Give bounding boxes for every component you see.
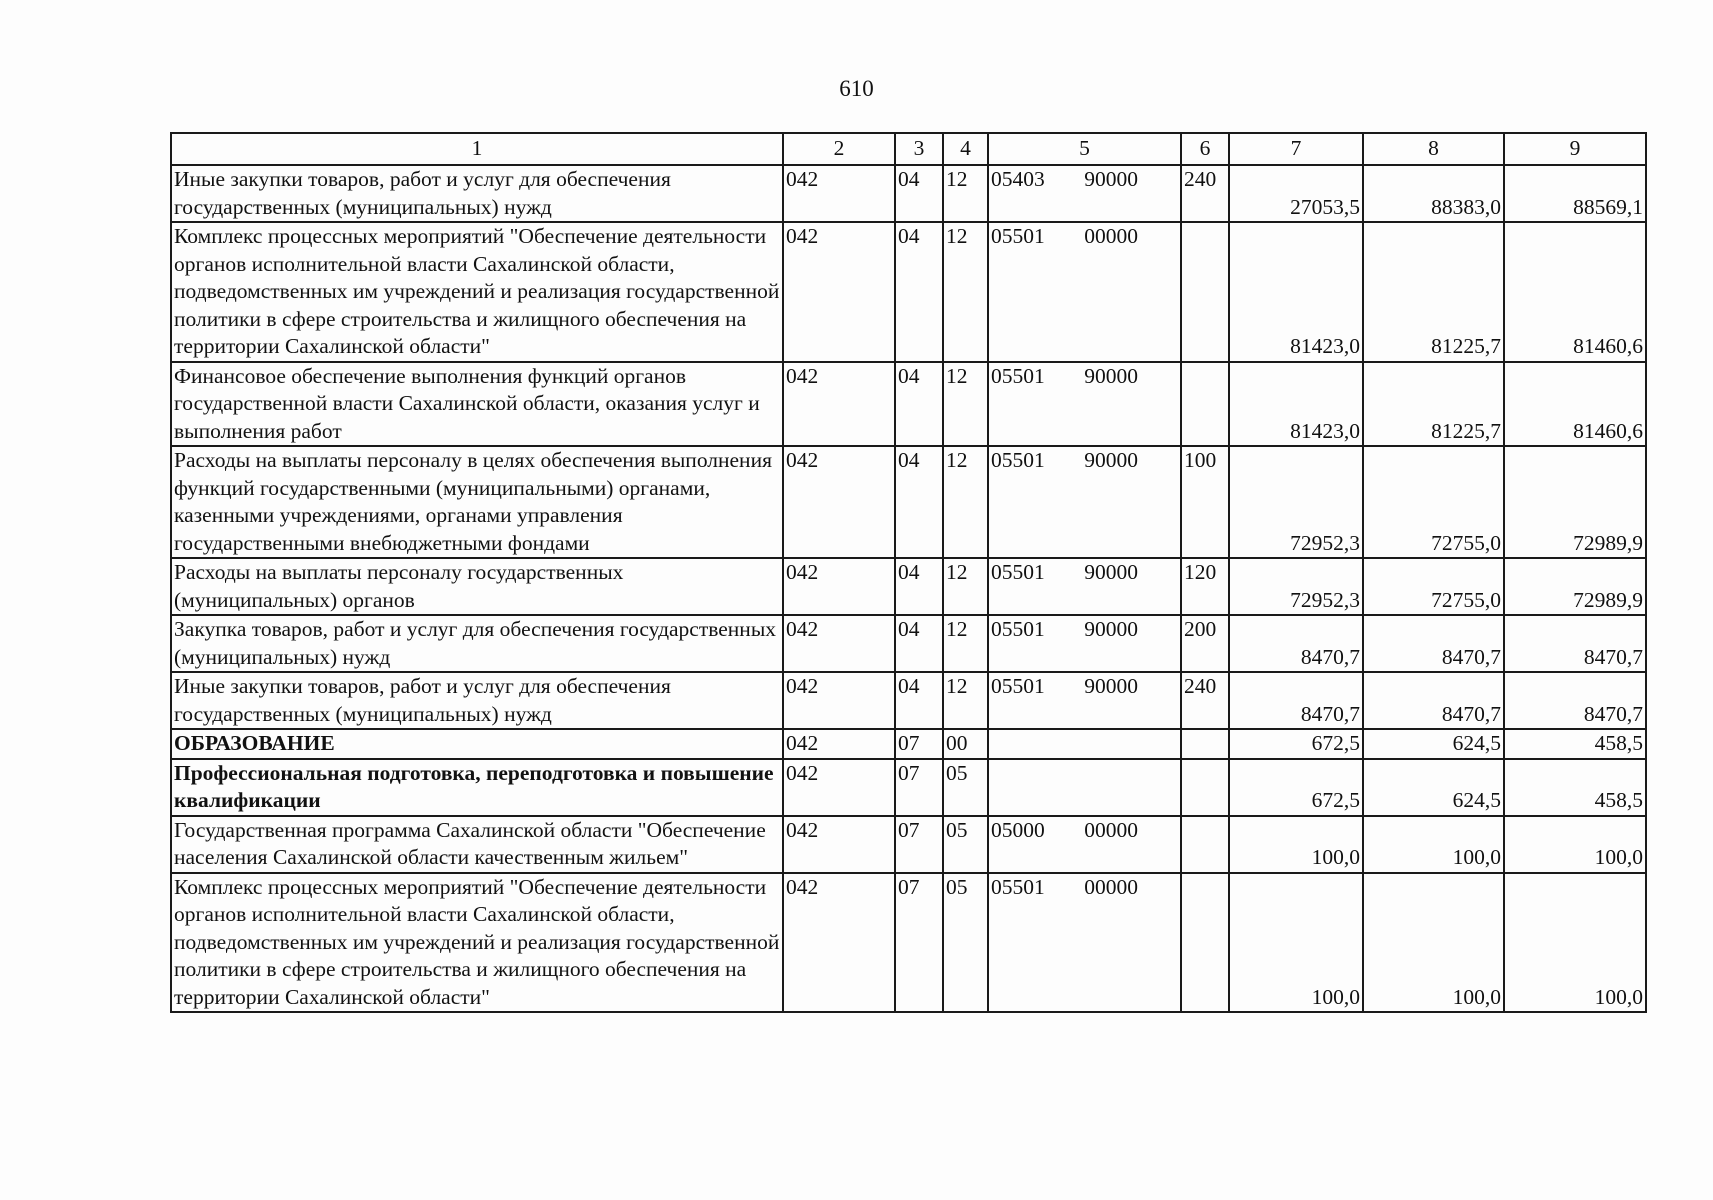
code-ministry: 042	[783, 729, 895, 759]
code-target-article	[988, 816, 1181, 873]
table-row	[171, 615, 1646, 672]
code-subsection: 05	[943, 873, 988, 1013]
amount-year-2: 100,0	[1363, 816, 1504, 873]
table-row	[171, 672, 1646, 729]
code-target-program: 05501	[991, 363, 1045, 388]
code-target-article	[988, 558, 1181, 615]
code-ministry: 042	[783, 558, 895, 615]
amount-year-3: 8470,7	[1504, 672, 1646, 729]
amount-year-2: 8470,7	[1363, 672, 1504, 729]
code-ministry: 042	[783, 165, 895, 222]
row-name: Расходы на выплаты персоналу в целях обеспечения выполнения функций государственными (муниципальными) органами, казенными учреждениями, органами управления государственными внебюджетными фондами	[171, 446, 783, 558]
amount-year-2: 88383,0	[1363, 165, 1504, 222]
code-expense-type	[1181, 362, 1229, 447]
code-target-article	[988, 729, 1181, 759]
table-row	[171, 729, 1646, 759]
code-target-program: 05501	[991, 617, 1045, 641]
code-section: 07	[895, 816, 943, 873]
code-ministry: 042	[783, 672, 895, 729]
code-subsection: 12	[943, 222, 988, 362]
code-ministry: 042	[783, 873, 895, 1013]
amount-year-3: 72989,9	[1504, 446, 1646, 558]
amount-year-1: 81423,0	[1229, 222, 1363, 362]
code-section: 04	[895, 362, 943, 447]
amount-year-1: 81423,0	[1229, 362, 1363, 447]
column-header-1: 1	[171, 133, 783, 165]
code-section: 04	[895, 615, 943, 672]
column-header-6: 6	[1181, 133, 1229, 165]
amount-year-1: 100,0	[1229, 816, 1363, 873]
amount-year-2: 72755,0	[1363, 558, 1504, 615]
code-ministry: 042	[783, 816, 895, 873]
amount-year-3: 81460,6	[1504, 362, 1646, 447]
code-target-article	[988, 446, 1181, 558]
code-target-program: 05501	[991, 674, 1045, 698]
table-row	[171, 816, 1646, 873]
table-body	[171, 165, 1646, 1012]
table-row	[171, 558, 1646, 615]
amount-year-3: 72989,9	[1504, 558, 1646, 615]
code-target-article	[988, 165, 1181, 222]
code-target-article	[988, 873, 1181, 1013]
amount-year-1: 72952,3	[1229, 446, 1363, 558]
code-ministry: 042	[783, 222, 895, 362]
row-name: Государственная программа Сахалинской области "Обеспечение населения Сахалинской области качественным жильем"	[171, 816, 783, 873]
code-expense-type	[1181, 816, 1229, 873]
amount-year-2: 81225,7	[1363, 362, 1504, 447]
amount-year-1: 100,0	[1229, 873, 1363, 1013]
amount-year-1: 72952,3	[1229, 558, 1363, 615]
code-subsection: 12	[943, 165, 988, 222]
table-row	[171, 222, 1646, 362]
code-subsection: 12	[943, 672, 988, 729]
table-row	[171, 759, 1646, 816]
code-section: 04	[895, 672, 943, 729]
code-target-program: 05501	[991, 874, 1045, 899]
code-expense-type	[1181, 759, 1229, 816]
column-header-9: 9	[1504, 133, 1646, 165]
amount-year-3: 81460,6	[1504, 222, 1646, 362]
code-subsection: 05	[943, 816, 988, 873]
amount-year-3: 458,5	[1504, 729, 1646, 759]
code-expense-type	[1181, 873, 1229, 1013]
code-target-article	[988, 759, 1181, 816]
code-expense-type: 240	[1181, 672, 1229, 729]
code-subsection: 00	[943, 729, 988, 759]
code-target-direction: 90000	[1084, 363, 1138, 388]
table-row	[171, 165, 1646, 222]
amount-year-2: 8470,7	[1363, 615, 1504, 672]
code-ministry: 042	[783, 759, 895, 816]
page-number: 610	[839, 76, 874, 101]
amount-year-3: 100,0	[1504, 873, 1646, 1013]
amount-year-1: 8470,7	[1229, 672, 1363, 729]
amount-year-2: 81225,7	[1363, 222, 1504, 362]
amount-year-1: 8470,7	[1229, 615, 1363, 672]
code-expense-type: 200	[1181, 615, 1229, 672]
column-header-3: 3	[895, 133, 943, 165]
code-section: 07	[895, 729, 943, 759]
code-target-program: 05501	[991, 224, 1045, 248]
code-subsection: 12	[943, 446, 988, 558]
column-header-5: 5	[988, 133, 1181, 165]
amount-year-1: 672,5	[1229, 759, 1363, 816]
row-name: Финансовое обеспечение выполнения функций органов государственной власти Сахалинской области, оказания услуг и выполнения работ	[171, 362, 783, 447]
code-section: 07	[895, 873, 943, 1013]
amount-year-2: 624,5	[1363, 729, 1504, 759]
code-target-direction: 90000	[1084, 674, 1138, 698]
code-target-direction: 90000	[1084, 167, 1138, 191]
code-section: 04	[895, 558, 943, 615]
code-target-program: 05000	[991, 817, 1045, 842]
code-ministry: 042	[783, 362, 895, 447]
row-name: Иные закупки товаров, работ и услуг для обеспечения государственных (муниципальных) нужд	[171, 165, 783, 222]
code-ministry: 042	[783, 615, 895, 672]
column-header-4: 4	[943, 133, 988, 165]
row-name: Закупка товаров, работ и услуг для обеспечения государственных (муниципальных) нужд	[171, 615, 783, 672]
table-row	[171, 873, 1646, 1013]
amount-year-1: 27053,5	[1229, 165, 1363, 222]
row-name: ОБРАЗОВАНИЕ	[171, 729, 783, 759]
amount-year-3: 8470,7	[1504, 615, 1646, 672]
code-ministry: 042	[783, 446, 895, 558]
amount-year-3: 88569,1	[1504, 165, 1646, 222]
code-target-program: 05501	[991, 560, 1045, 584]
code-section: 04	[895, 222, 943, 362]
code-target-program: 05501	[991, 448, 1045, 472]
code-target-direction: 00000	[1084, 817, 1138, 842]
row-name: Профессиональная подготовка, переподготовка и повышение квалификации	[171, 759, 783, 816]
code-expense-type	[1181, 729, 1229, 759]
code-expense-type: 240	[1181, 165, 1229, 222]
code-target-direction: 00000	[1084, 874, 1138, 899]
row-name: Иные закупки товаров, работ и услуг для обеспечения государственных (муниципальных) нужд	[171, 672, 783, 729]
table-header-row	[171, 133, 1646, 165]
code-target-article	[988, 362, 1181, 447]
code-section: 04	[895, 165, 943, 222]
code-expense-type: 100	[1181, 446, 1229, 558]
row-name: Расходы на выплаты персоналу государственных (муниципальных) органов	[171, 558, 783, 615]
code-expense-type	[1181, 222, 1229, 362]
column-header-8: 8	[1363, 133, 1504, 165]
code-section: 04	[895, 446, 943, 558]
amount-year-2: 624,5	[1363, 759, 1504, 816]
code-target-article	[988, 615, 1181, 672]
budget-table	[170, 132, 1647, 1013]
code-subsection: 05	[943, 759, 988, 816]
code-target-program: 05403	[991, 167, 1045, 191]
code-subsection: 12	[943, 362, 988, 447]
code-target-direction: 90000	[1084, 560, 1138, 584]
amount-year-1: 672,5	[1229, 729, 1363, 759]
column-header-7: 7	[1229, 133, 1363, 165]
code-subsection: 12	[943, 558, 988, 615]
code-target-direction: 90000	[1084, 617, 1138, 641]
table-row	[171, 446, 1646, 558]
amount-year-3: 100,0	[1504, 816, 1646, 873]
column-header-2: 2	[783, 133, 895, 165]
code-expense-type: 120	[1181, 558, 1229, 615]
table-row	[171, 362, 1646, 447]
amount-year-3: 458,5	[1504, 759, 1646, 816]
code-target-direction: 00000	[1084, 224, 1138, 248]
code-section: 07	[895, 759, 943, 816]
code-target-direction: 90000	[1084, 448, 1138, 472]
row-name: Комплекс процессных мероприятий "Обеспечение деятельности органов исполнительной власти Сахалинской области, подведомственных им учреждений и реализация государственной политики в сфере строительства и жилищного обеспечения на территории Сахалинской области"	[171, 873, 783, 1013]
code-target-article	[988, 222, 1181, 362]
code-subsection: 12	[943, 615, 988, 672]
amount-year-2: 100,0	[1363, 873, 1504, 1013]
amount-year-2: 72755,0	[1363, 446, 1504, 558]
code-target-article	[988, 672, 1181, 729]
row-name: Комплекс процессных мероприятий "Обеспечение деятельности органов исполнительной власти Сахалинской области, подведомственных им учреждений и реализация государственной политики в сфере строительства и жилищного обеспечения на территории Сахалинской области"	[171, 222, 783, 362]
